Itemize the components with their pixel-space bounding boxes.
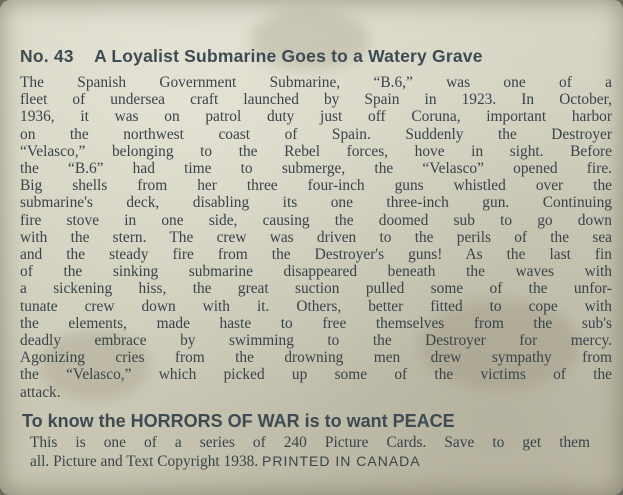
copyright-line <box>30 452 590 471</box>
story-line: the elements, made haste to free themselves from the sub's <box>20 314 612 332</box>
story-line: fleet of undersea craft launched by Spain in 1923. In October, <box>20 91 612 109</box>
story-line: on the northwest coast of Spain. Suddenly the Destroyer <box>20 125 612 143</box>
story-line: submarine's deck, disabling its one three-inch gun. Continuing <box>20 194 612 212</box>
story-line: The Spanish Government Submarine, “B.6,” was one of a <box>20 74 612 91</box>
card-number: No. 43 <box>20 46 74 66</box>
printed-in-canada: PRINTED IN CANADA <box>262 453 421 469</box>
story-line: tunate crew down with it. Others, better fitted to cope with <box>20 297 612 315</box>
story-line: 1936, it was on patrol duty just off Coruna, important harbor <box>20 108 612 126</box>
card-footer <box>30 434 590 471</box>
story-line: a sickening hiss, the great suction pulled some of the unfor- <box>20 280 612 298</box>
story-line: Agonizing cries from the drowning men drew sympathy from <box>20 349 612 367</box>
story-line: “Velasco,” belonging to the Rebel forces, hove in sight. Before <box>20 142 612 160</box>
story-line: with the stern. The crew was driven to the perils of the sea <box>20 228 612 246</box>
story-line: fire stove in one side, causing the doomed sub to go down <box>20 211 612 229</box>
story-line: of the sinking submarine disappeared beneath the waves with <box>20 263 612 281</box>
story-line: attack. <box>20 383 61 401</box>
card-heading <box>20 46 610 67</box>
card-motto: To know the HORRORS OF WAR is to want PEACE <box>22 411 455 431</box>
series-note: This is one of a series of 240 Picture Cards. Save to get them <box>30 434 590 451</box>
card-story-text <box>20 74 612 401</box>
copyright-text: all. Picture and Text Copyright 1938. <box>30 453 259 470</box>
story-line: the “Velasco,” which picked up some of the victims of the <box>20 366 612 384</box>
story-line: and the steady fire from the Destroyer's guns! As the last fin <box>20 246 612 264</box>
card-title: A Loyalist Submarine Goes to a Watery Grave <box>94 46 483 66</box>
story-line: Big shells from her three four-inch guns whistled over the <box>20 177 612 195</box>
story-line: deadly embrace by swimming to the Destroyer for mercy. <box>20 332 612 350</box>
story-line: the “B.6” had time to submerge, the “Velasco” opened fire. <box>20 160 612 178</box>
